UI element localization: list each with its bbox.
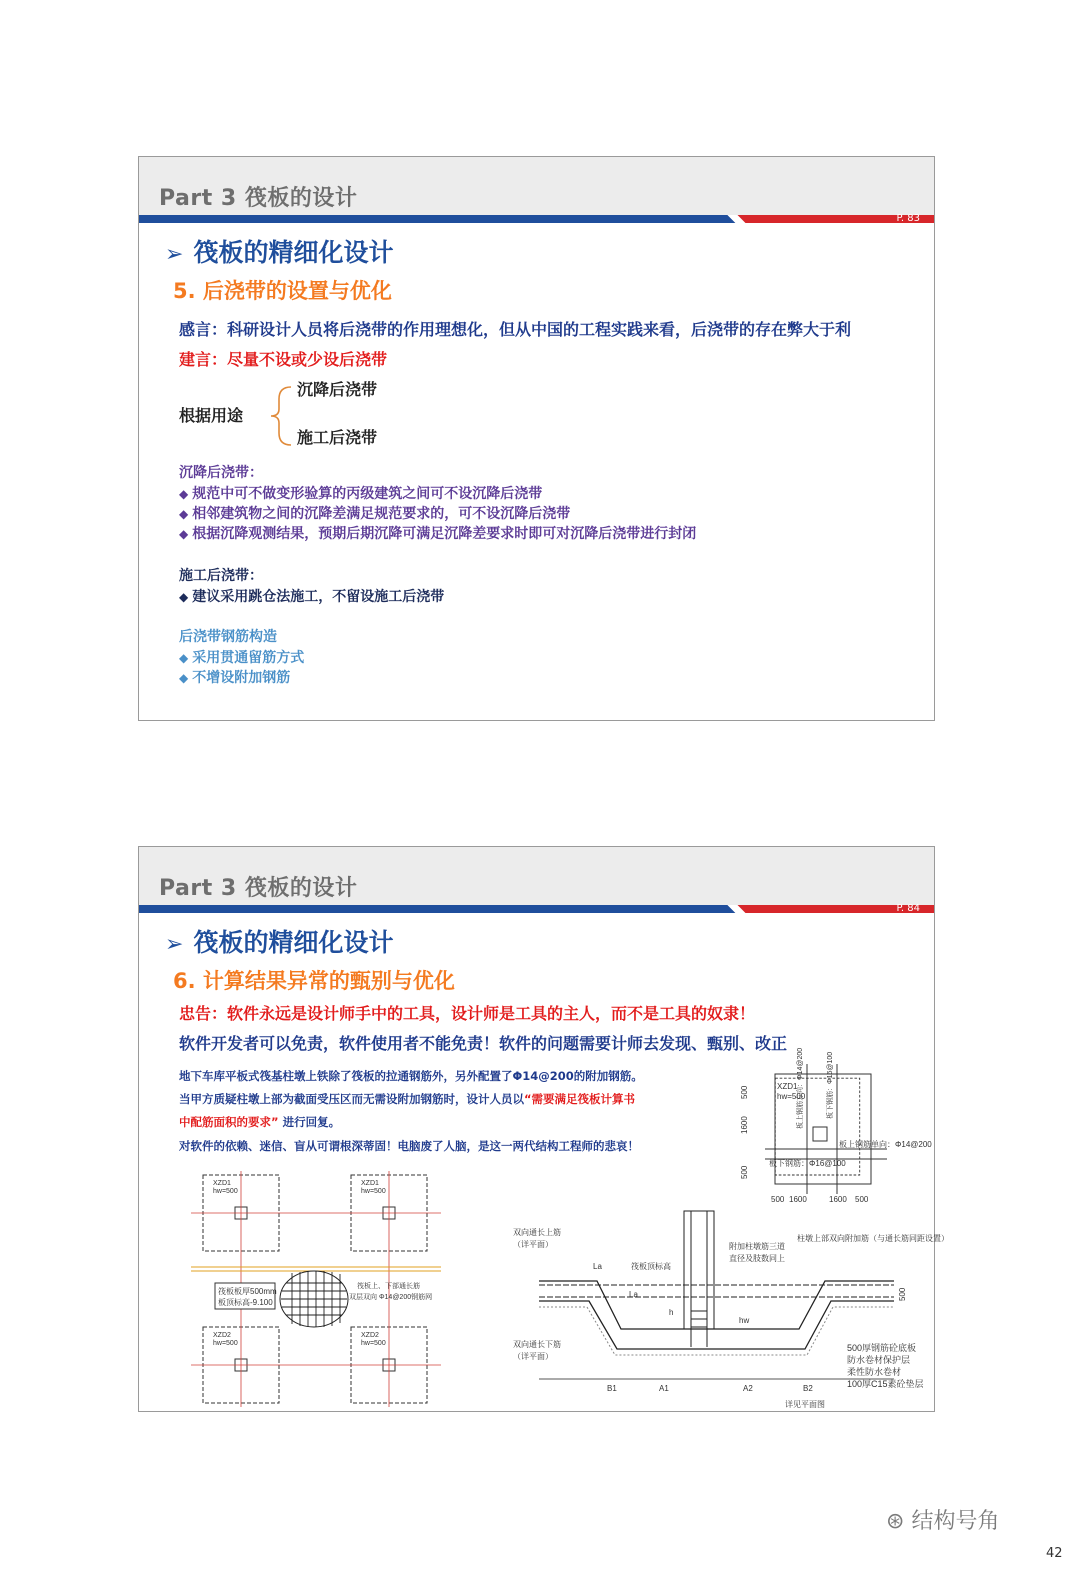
section-title: ➢ 筏板的精细化设计 [165,238,394,267]
usage-label: 根据用途 [179,406,244,425]
svg-text:板上钢筋方向：Φ14@200: 板上钢筋方向：Φ14@200 [797,1047,804,1129]
svg-text:直径及肢数同上: 直径及肢数同上 [729,1254,785,1263]
svg-text:hw=500: hw=500 [777,1092,806,1101]
svg-text:双层双向 Φ14@200钢筋网: 双层双向 Φ14@200钢筋网 [349,1294,433,1301]
svg-text:筏板顶标高: 筏板顶标高 [631,1262,671,1271]
slide-header-title: Part 3 筏板的设计 [159,186,358,211]
svg-text:A2: A2 [743,1384,753,1393]
svg-text:双向通长下筋: 双向通长下筋 [513,1340,561,1349]
brace-icon [257,385,297,447]
svg-text:柱墩上部双向附加筋（与通长筋同距设置）: 柱墩上部双向附加筋（与通长筋同距设置） [797,1234,949,1243]
rebar-item: ◆ 不增设附加钢筋 [179,670,291,686]
raft-plan-drawing [191,1171,441,1407]
svg-text:1600: 1600 [789,1195,807,1204]
svg-text:500: 500 [898,1287,907,1301]
svg-text:hw=500: hw=500 [361,1340,386,1347]
header-stripe [139,905,934,913]
svg-text:500厚钢筋砼底板: 500厚钢筋砼底板 [847,1343,917,1353]
arrow-icon: ➢ [165,932,184,957]
slide-header-title: Part 3 筏板的设计 [159,876,358,901]
svg-text:双向通长上筋: 双向通长上筋 [513,1228,561,1237]
column-pier-detail [727,1047,932,1209]
para-line: 中配筋面积的要求” 进行回复。 [179,1115,341,1129]
wechat-logo: ⊛ 结构号角 [886,1509,1000,1534]
page-label: P. 84 [896,903,920,914]
svg-text:100厚C15素砼垫层: 100厚C15素砼垫层 [847,1379,924,1389]
svg-text:1600: 1600 [740,1116,749,1134]
slide-p83 [138,156,935,721]
responsibility-text: 软件开发者可以免责，软件使用者不能免责！软件的问题需要计师去发现、甄别、改正 [179,1034,788,1053]
svg-text:附加柱墩筋三道: 附加柱墩筋三道 [729,1242,785,1251]
svg-text:500: 500 [740,1085,749,1099]
slide-header [139,157,934,215]
usage-item: 施工后浇带 [297,428,378,447]
usage-item: 沉降后浇带 [297,380,378,399]
construction-item: ◆ 建议采用跳仓法施工，不留设施工后浇带 [179,589,445,605]
wechat-icon: ⊛ [886,1509,905,1534]
para-line: 对软件的依赖、迷信、盲从可谓根深蒂固！电脑废了人脑，是这一两代结构工程师的悲哀！ [179,1139,639,1153]
para-line: 当甲方质疑柱墩上部为截面受压区而无需设附加钢筋时，设计人员以“需要满足筏板计算书 [179,1092,636,1106]
svg-text:XZD1: XZD1 [361,1180,379,1187]
svg-text:hw=500: hw=500 [213,1188,238,1195]
rebar-item: ◆ 采用贯通留筋方式 [179,650,305,666]
header-stripe [139,215,934,223]
subsection-title: 5. 后浇带的设置与优化 [173,279,392,303]
svg-text:500: 500 [771,1195,785,1204]
jianyan-text: 建言：尽量不设或少设后浇带 [179,350,388,369]
slide-header [139,847,934,905]
rebar-title: 后浇带钢筋构造 [179,629,277,645]
svg-text:hw=500: hw=500 [213,1340,238,1347]
subsection-title: 6. 计算结果异常的甄别与优化 [173,969,455,993]
svg-text:XZD1: XZD1 [213,1180,231,1187]
settle-item: ◆ 根据沉降观测结果，预期后期沉降可满足沉降差要求时即可对沉降后浇带进行封闭 [179,526,697,542]
svg-text:500: 500 [855,1195,869,1204]
svg-text:A1: A1 [659,1384,669,1393]
svg-text:板上钢筋单向：Φ14@200: 板上钢筋单向：Φ14@200 [839,1140,932,1149]
svg-text:La: La [629,1290,638,1299]
svg-text:板下钢筋：Φ16@100: 板下钢筋：Φ16@100 [827,1051,834,1119]
svg-text:B2: B2 [803,1384,813,1393]
svg-text:500: 500 [740,1165,749,1179]
svg-text:La: La [593,1262,602,1271]
construction-title: 施工后浇带： [179,568,263,584]
slide-p84 [138,846,949,1412]
warning-text: 忠告：软件永远是设计师手中的工具，设计师是工具的主人，而不是工具的奴隶！ [179,1004,756,1023]
settle-title: 沉降后浇带： [179,465,263,481]
svg-text:B1: B1 [607,1384,617,1393]
pier-section-drawing [509,1211,949,1409]
svg-text:柔性防水卷材: 柔性防水卷材 [847,1367,902,1377]
para-line: 地下车库平板式筏基柱墩上铁除了筏板的拉通钢筋外，另外配置了Φ14@200的附加钢筋。 [179,1069,643,1083]
svg-text:筏板上、下部通长筋: 筏板上、下部通长筋 [357,1283,420,1290]
settle-item: ◆ 相邻建筑物之间的沉降差满足规范要求的，可不设沉降后浇带 [179,506,571,522]
arrow-icon: ➢ [165,242,184,267]
svg-text:h: h [669,1308,674,1317]
svg-text:详见平面图: 详见平面图 [785,1400,825,1409]
svg-text:（详平面）: （详平面） [513,1352,553,1361]
svg-text:板下钢筋：Φ16@100: 板下钢筋：Φ16@100 [769,1159,846,1168]
section-title: ➢ 筏板的精细化设计 [165,928,394,957]
settle-item: ◆ 规范中可不做变形验算的丙级建筑之间可不设沉降后浇带 [179,486,543,502]
svg-text:1600: 1600 [829,1195,847,1204]
page-label: P. 83 [896,213,920,224]
svg-text:hw=500: hw=500 [361,1188,386,1195]
svg-text:板顶标高-9.100: 板顶标高-9.100 [218,1298,273,1307]
ganyan-text: 感言：科研设计人员将后浇带的作用理想化，但从中国的工程实践来看，后浇带的存在弊大于利 [179,320,852,339]
svg-text:hw: hw [739,1316,750,1325]
svg-text:（详平面）: （详平面） [513,1240,553,1249]
svg-text:筏板板厚500mm: 筏板板厚500mm [218,1287,277,1296]
svg-text:XZD1: XZD1 [777,1082,798,1091]
svg-text:XZD2: XZD2 [361,1332,379,1339]
svg-text:防水卷材保护层: 防水卷材保护层 [847,1355,911,1365]
svg-text:XZD2: XZD2 [213,1332,231,1339]
page-number: 42 [1046,1546,1063,1561]
